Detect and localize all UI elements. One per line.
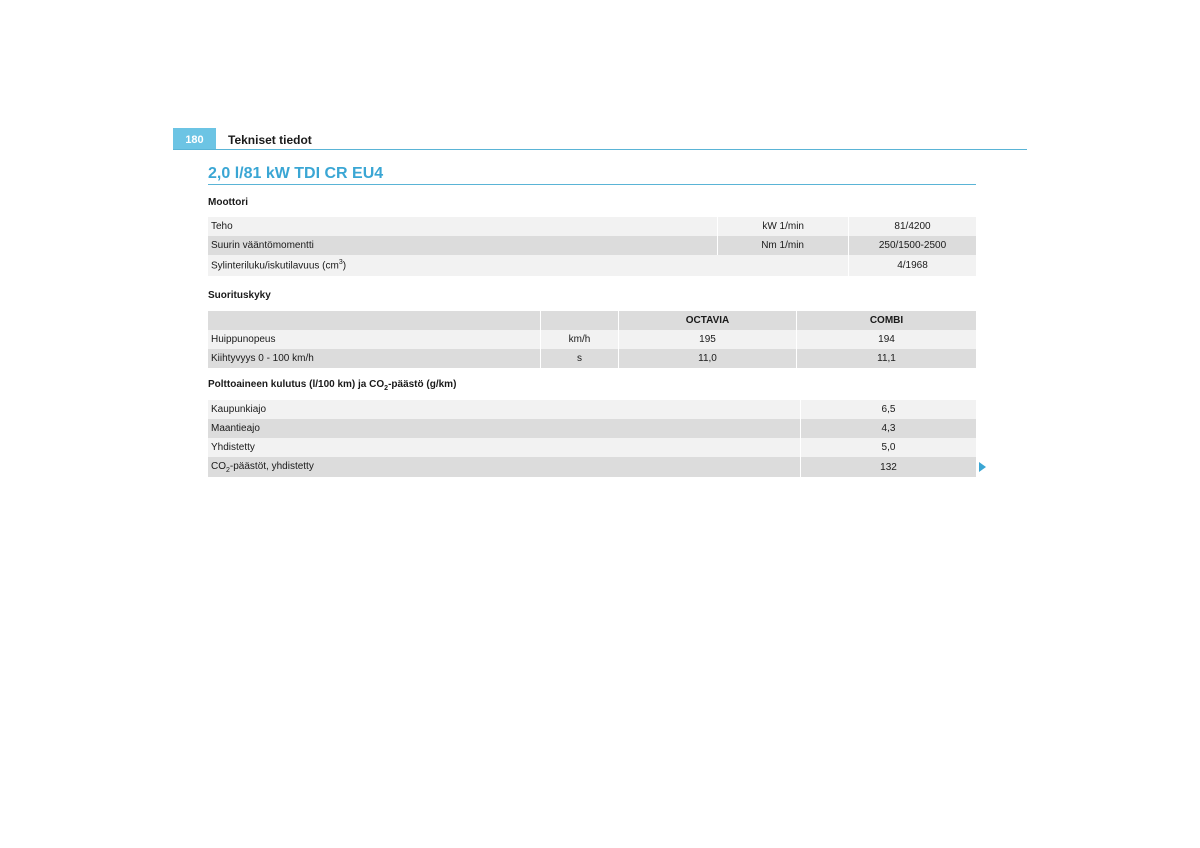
engine-table <box>208 217 976 276</box>
co2-label-end: -päästöt, yhdistetty <box>229 460 314 472</box>
table-row <box>208 419 976 438</box>
performance-heading: Suorituskyky <box>208 290 271 301</box>
performance-label: Kiihtyvyys 0 - 100 km/h <box>208 349 541 368</box>
engine-value: 250/1500-2500 <box>849 236 976 255</box>
consumption-heading-text: Polttoaineen kulutus (l/100 km) ja CO <box>208 379 385 390</box>
engine-label: Suurin vääntömomentti <box>208 236 718 255</box>
engine-label-text: Sylinteriluku/iskutilavuus (cm <box>211 260 339 272</box>
engine-heading: Moottori <box>208 197 248 208</box>
consumption-value: 5,0 <box>801 438 976 457</box>
combi-value: 194 <box>797 330 976 349</box>
table-row <box>208 236 976 255</box>
engine-value: 81/4200 <box>849 217 976 236</box>
performance-unit: km/h <box>541 330 619 349</box>
table-row <box>208 438 976 457</box>
consumption-value: 6,5 <box>801 400 976 419</box>
co2-label-text: CO <box>211 460 226 472</box>
consumption-heading-end: -päästö (g/km) <box>388 379 457 390</box>
consumption-table <box>208 400 976 477</box>
co2-label-sub: 2 <box>226 466 230 474</box>
table-row <box>208 349 976 368</box>
table-row <box>208 255 976 276</box>
chapter-title: Tekniset tiedot <box>228 133 312 147</box>
header-cell-empty <box>208 311 541 330</box>
performance-unit: s <box>541 349 619 368</box>
engine-label-sup: 3 <box>338 259 343 267</box>
header-combi: COMBI <box>797 311 976 330</box>
table-header-row <box>208 311 976 330</box>
table-row <box>208 400 976 419</box>
table-row <box>208 217 976 236</box>
co2-label <box>208 457 801 477</box>
performance-table <box>208 311 976 368</box>
engine-title: 2,0 l/81 kW TDI CR EU4 <box>208 163 976 185</box>
engine-value: 4/1968 <box>849 255 976 276</box>
consumption-label: Maantieajo <box>208 419 801 438</box>
engine-label-end: ) <box>342 260 347 272</box>
page-header <box>173 128 1027 150</box>
engine-label: Teho <box>208 217 718 236</box>
consumption-label: Kaupunkiajo <box>208 400 801 419</box>
header-cell-empty <box>541 311 619 330</box>
engine-unit: Nm 1/min <box>718 236 849 255</box>
table-row <box>208 330 976 349</box>
engine-label <box>208 255 849 276</box>
triangle-right-icon <box>979 462 986 472</box>
consumption-heading <box>208 379 456 392</box>
engine-unit: kW 1/min <box>718 217 849 236</box>
co2-value: 132 <box>801 457 976 477</box>
performance-label: Huippunopeus <box>208 330 541 349</box>
header-octavia: OCTAVIA <box>619 311 797 330</box>
consumption-value: 4,3 <box>801 419 976 438</box>
octavia-value: 11,0 <box>619 349 797 368</box>
table-row <box>208 457 976 477</box>
combi-value: 11,1 <box>797 349 976 368</box>
octavia-value: 195 <box>619 330 797 349</box>
consumption-label: Yhdistetty <box>208 438 801 457</box>
page-number: 180 <box>173 128 216 149</box>
consumption-heading-sub: 2 <box>384 385 389 392</box>
